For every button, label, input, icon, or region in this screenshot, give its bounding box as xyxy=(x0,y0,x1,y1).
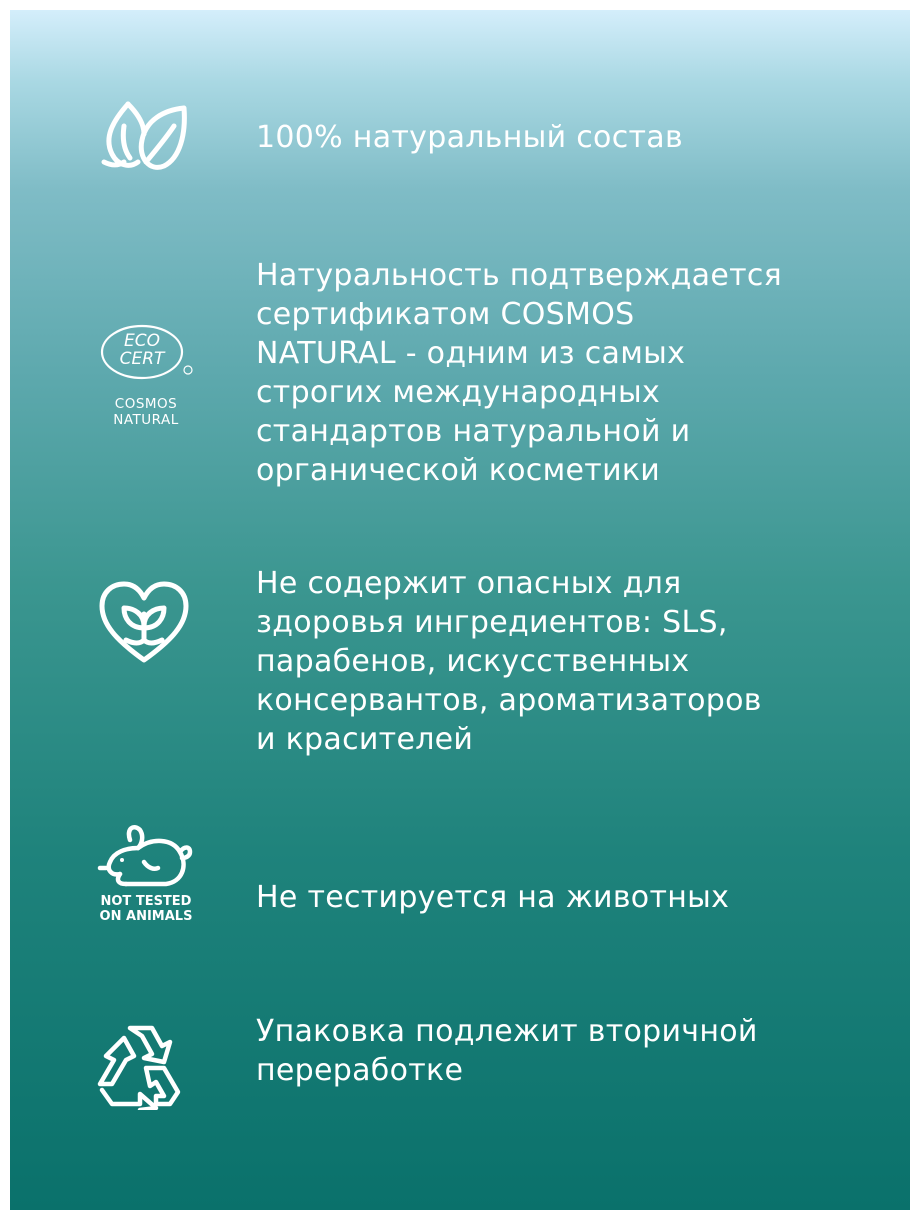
heart-leaf-icon xyxy=(96,578,206,666)
feature-text-natural: 100% натуральный состав xyxy=(256,120,683,155)
cosmos-label-line2: NATURAL xyxy=(113,412,179,428)
ecocert-badge xyxy=(96,320,196,428)
not-tested-label-line1: NOT TESTED xyxy=(100,894,192,909)
not-tested-label-line2: ON ANIMALS xyxy=(99,909,193,924)
feature-panel xyxy=(10,10,910,1210)
ecocert-text-cert: CERT xyxy=(119,349,165,369)
rabbit-badge xyxy=(96,822,196,924)
recycle-icon xyxy=(94,1018,204,1110)
ecocert-icon xyxy=(96,320,196,382)
ecocert-text-eco: ECO xyxy=(124,331,160,351)
feature-text-cruelty-free: Не тестируется на животных xyxy=(256,880,730,915)
feature-text-no-harmful: Не содержит опасных для здоровья ингредиентов: SLS, парабенов, искусственных консервантов, ароматизаторов и красителей xyxy=(256,566,762,757)
cosmos-label-line1: COSMOS xyxy=(114,396,178,412)
leaf-icon xyxy=(98,92,208,184)
feature-text-certificate: Натуральность подтверждается сертификатом COSMOS NATURAL - одним из самых строгих международных стандартов натуральной и органической косметики xyxy=(256,258,783,488)
feature-text-recyclable: Упаковка подлежит вторичной переработке xyxy=(256,1014,758,1088)
rabbit-icon xyxy=(96,822,196,890)
